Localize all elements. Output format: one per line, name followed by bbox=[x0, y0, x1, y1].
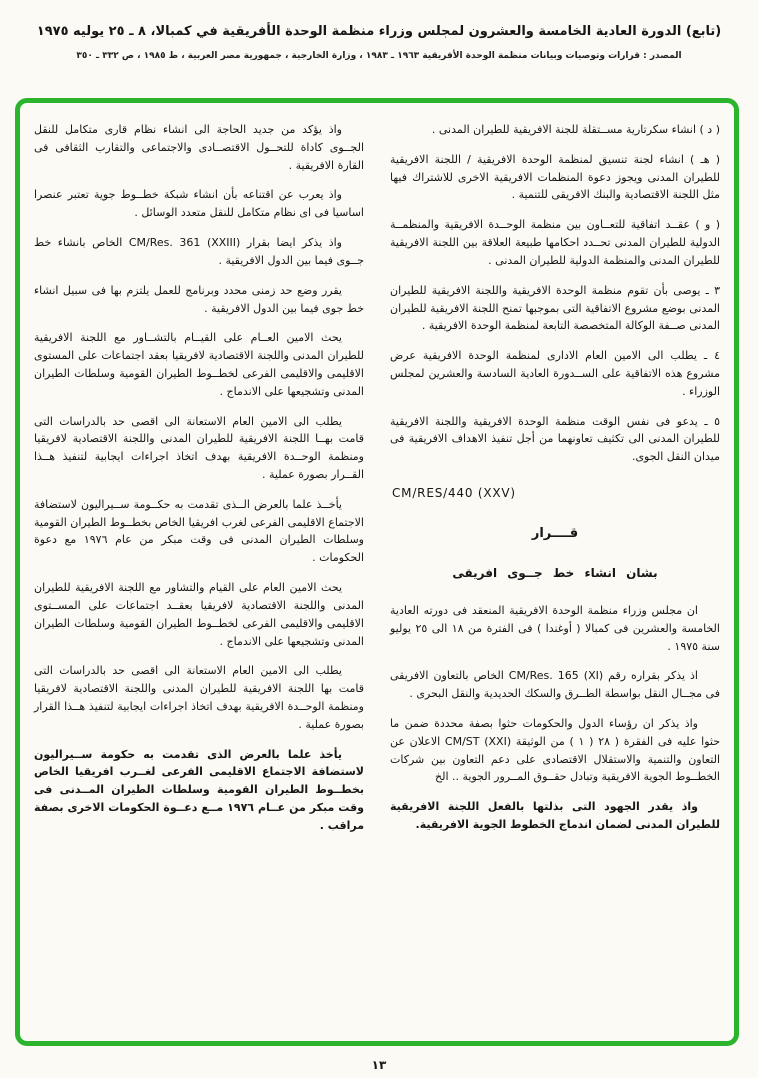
left-column bbox=[34, 121, 364, 1033]
paragraph-notes-1: يأخــذ علما بالعرض الــذى تقدمت به حكــومة ســيراليون لاستضافة الاجتماع الاقليمى الفرعى لغرب افريقيا الخاص بخطــوط الطيران القومية وسلطات الطيران المدنى فى وقت مبكر من عام ١٩٧٦ مع دعوة الحكومات . bbox=[34, 497, 364, 565]
content-frame bbox=[15, 98, 739, 1046]
paragraph-item-d: ( د ) انشاء سكرتارية مســتقلة للجنة الافريقية للطيران المدنى . bbox=[431, 123, 720, 136]
paragraph-appreciation: واذ يقدر الجهود التى بذلتها بالفعل اللجنة الافريقية للطيران المدنى لضمان اندماج الخطوط الجوية الافريقية. bbox=[390, 800, 720, 832]
paragraph-urges-1: يحث الامين العــام على القيــام بالتشــاور مع اللجنة الافريقية للطيران المدنى واللجنة الاقتصادية لافريقيا بعقد اجتماعات على المستوى الاقليمى والاقليمى الفرعى لخطــوط الطيران القومية وسلطات الطيران المدنى وتشجيعها على الاندماج . bbox=[34, 331, 364, 398]
paragraph-recall-165: اذ يذكر بقراره رقم CM/Res. 165 (XI) الخاص بالتعاون الافريقى فى مجــال النقل بواسطة الطــرق والسكك الحديدية والنقل البحرى . bbox=[390, 669, 720, 701]
paragraph-urges-2: يحث الامين العام على القيام والتشاور مع اللجنة الافريقية للطيران المدنى واللجنة الاقتصادية لافريقيا بعقــد اجتماعات على المســتوى الاقليمى والاقليمى الفرعى لخطــوط الطيران القومية وسلطات الطيران المدنى وتشجيعها على الاندماج . bbox=[34, 581, 364, 648]
paragraph-item-4: ٤ ـ يطلب الى الامين العام الادارى لمنظمة الوحدة الافريقية عرض مشروع هذه الاتفاقية على الســدورة العادية السادسة والعشرين لمجلس الوزراء . bbox=[390, 349, 720, 398]
header-title: (تابع) الدورة العادية الخامسة والعشرون لمجلس وزراء منظمة الوحدة الأفريقية في كمبالا، ٨ ـ ٢٥ يوليه ١٩٧٥ bbox=[36, 24, 722, 39]
right-column bbox=[390, 121, 720, 1033]
page-number: ١٣ bbox=[371, 1058, 387, 1072]
text-columns bbox=[34, 121, 720, 1033]
paragraph-requests-1: يطلب الى الامين العام الاستعانة الى اقصى حد بالدراسات التى قامت بهــا اللجنة الافريقية للطيران المدنى واللجنة الاقتصادية لافريقيا ومنظمة الوحــدة الافريقية بهدف اتخاذ اجراءات ايجابية لتنفيذ هــذا القــرار بصورة عملية . bbox=[34, 414, 364, 481]
paragraph-item-w: ( و ) عقــد اتفاقية للتعــاون بين منظمة الوحــدة الافريقية والمنظمــة الدولية للطيران المدنى تحــدد احكامها طبيعة العلاقة بين اللجنة الافريقية للطيران المدنى والمنظمة الدولية للطيران المدنى . bbox=[390, 218, 720, 267]
paragraph-decides: يقرر وضع حد زمنى محدد وبرنامج للعمل يلتزم بها فى سبيل انشاء خط جوى فيما بين الدول الافريقية . bbox=[34, 283, 364, 315]
paragraph-preamble: ان مجلس وزراء منظمة الوحدة الافريقية المنعقد فى دورته العادية الخامسة والعشرين فى كمبالا ( أوغندا ) فى الفترة من ١٨ الى ٢٥ يوليو سنة ١٩٧٥ . bbox=[390, 603, 720, 653]
paragraph-requests-2: يطلب الى الامين العام الاستعانة الى اقصى حد بالدراسات التى قامت بها اللجنة الافريقية للطيران المدنى واللجنة الاقتصادية لافريقيا ومنظمة الوحــدة الافريقية بهدف اتخاذ اجراءات ايجابية لتنفيذ هــذا القرار بصورة عملية . bbox=[34, 664, 364, 731]
resolution-subtitle: بشان انشاء خط جــوى افريقى bbox=[452, 566, 658, 581]
resolution-title: قــــرار bbox=[531, 526, 579, 542]
paragraph-reaffirm: واذ يؤكد من جديد الحاجة الى انشاء نظام قارى متكامل للنقل الجــوى كاداة للتحــول الاقتصــادى والاجتماعى والتقارب الثقافى فى القارة الافريقية . bbox=[34, 123, 364, 172]
page-footer bbox=[0, 1058, 758, 1072]
paragraph-item-h: ( هـ ) انشاء لجنة تنسيق لمنظمة الوحدة الافريقية / اللجنة الافريقية للطيران المدنى ويجوز دعوة المنظمات الافريقية الاخرى للاشتراك فيها مثل اللجنة الاقتصادية والبنك الافريقى للتنمية . bbox=[390, 152, 720, 202]
document-header bbox=[0, 0, 758, 61]
paragraph-recall-heads: واذ يذكر ان رؤساء الدول والحكومات حثوا بصفة محددة ضمن ما حثوا عليه فى الفقرة ( ٢٨ ( ١ ) من الوثيقة CM/ST (XXI) الاعلان عن التعاون والتنمية والاستقلال الاقتصادى على دعم التعاون بين شركات الخطــوط الجوية الافريقية وتبادل حقــوق المــرور الجوية .. الخ bbox=[390, 716, 720, 784]
paragraph-recall-361: واذ يذكر ايضا بقرار CM/Res. 361 (XXIII) الخاص بانشاء خط جــوى فيما بين الدول الافريقية . bbox=[34, 236, 364, 267]
header-source-note: المصدر : قرارات وتوصيات وبيانات منظمة الوحدة الأفريقية ١٩٦٣ ـ ١٩٨٣ ، وزارة الخارجية ، جمهورية مصر العربية ، ط ١٩٨٥ ، ص ٣٣٢ ـ ٣٥٠ bbox=[76, 51, 682, 61]
paragraph-conviction: واذ يعرب عن اقتناعه بأن انشاء شبكة خطــوط جوية تعتبر عنصرا اساسيا فى اى نظام متكامل للنقل متعدد الوسائل . bbox=[34, 188, 364, 220]
resolution-code: CM/RES/440 (XXV) bbox=[392, 486, 516, 500]
paragraph-item-3: ٣ ـ يوصى بأن تقوم منظمة الوحدة الافريقية واللجنة الافريقية للطيران المدنى بوضع مشروع الاتفاقية التى بموجبها تمنح اللجنة الافريقية للطيران المدنى صــفة الوكالة المتخصصة التابعة لمنظمة الوحدة الافريقية . bbox=[390, 283, 720, 333]
paragraph-item-5: ٥ ـ يدعو فى نفس الوقت منظمة الوحدة الافريقية واللجنة الافريقية للطيران المدنى الى تكثيف تعاونهما من أجل تنفيذ الاهداف الافريقية فى ميدان النقل الجوى. bbox=[390, 414, 720, 464]
paragraph-notes-2: يأخذ علما بالعرض الذى تقدمت به حكومة ســيراليون لاستضافة الاجتماع الاقليمى الفرعى لغــرب افريقيا الخاص بخطــوط الطيران القومية وسلطات الطيران المــدنى فى وقت مبكر من عــام ١٩٧٦ مــع دعــوة الحكومات الاخرى بصفة مراقب . bbox=[34, 747, 364, 832]
